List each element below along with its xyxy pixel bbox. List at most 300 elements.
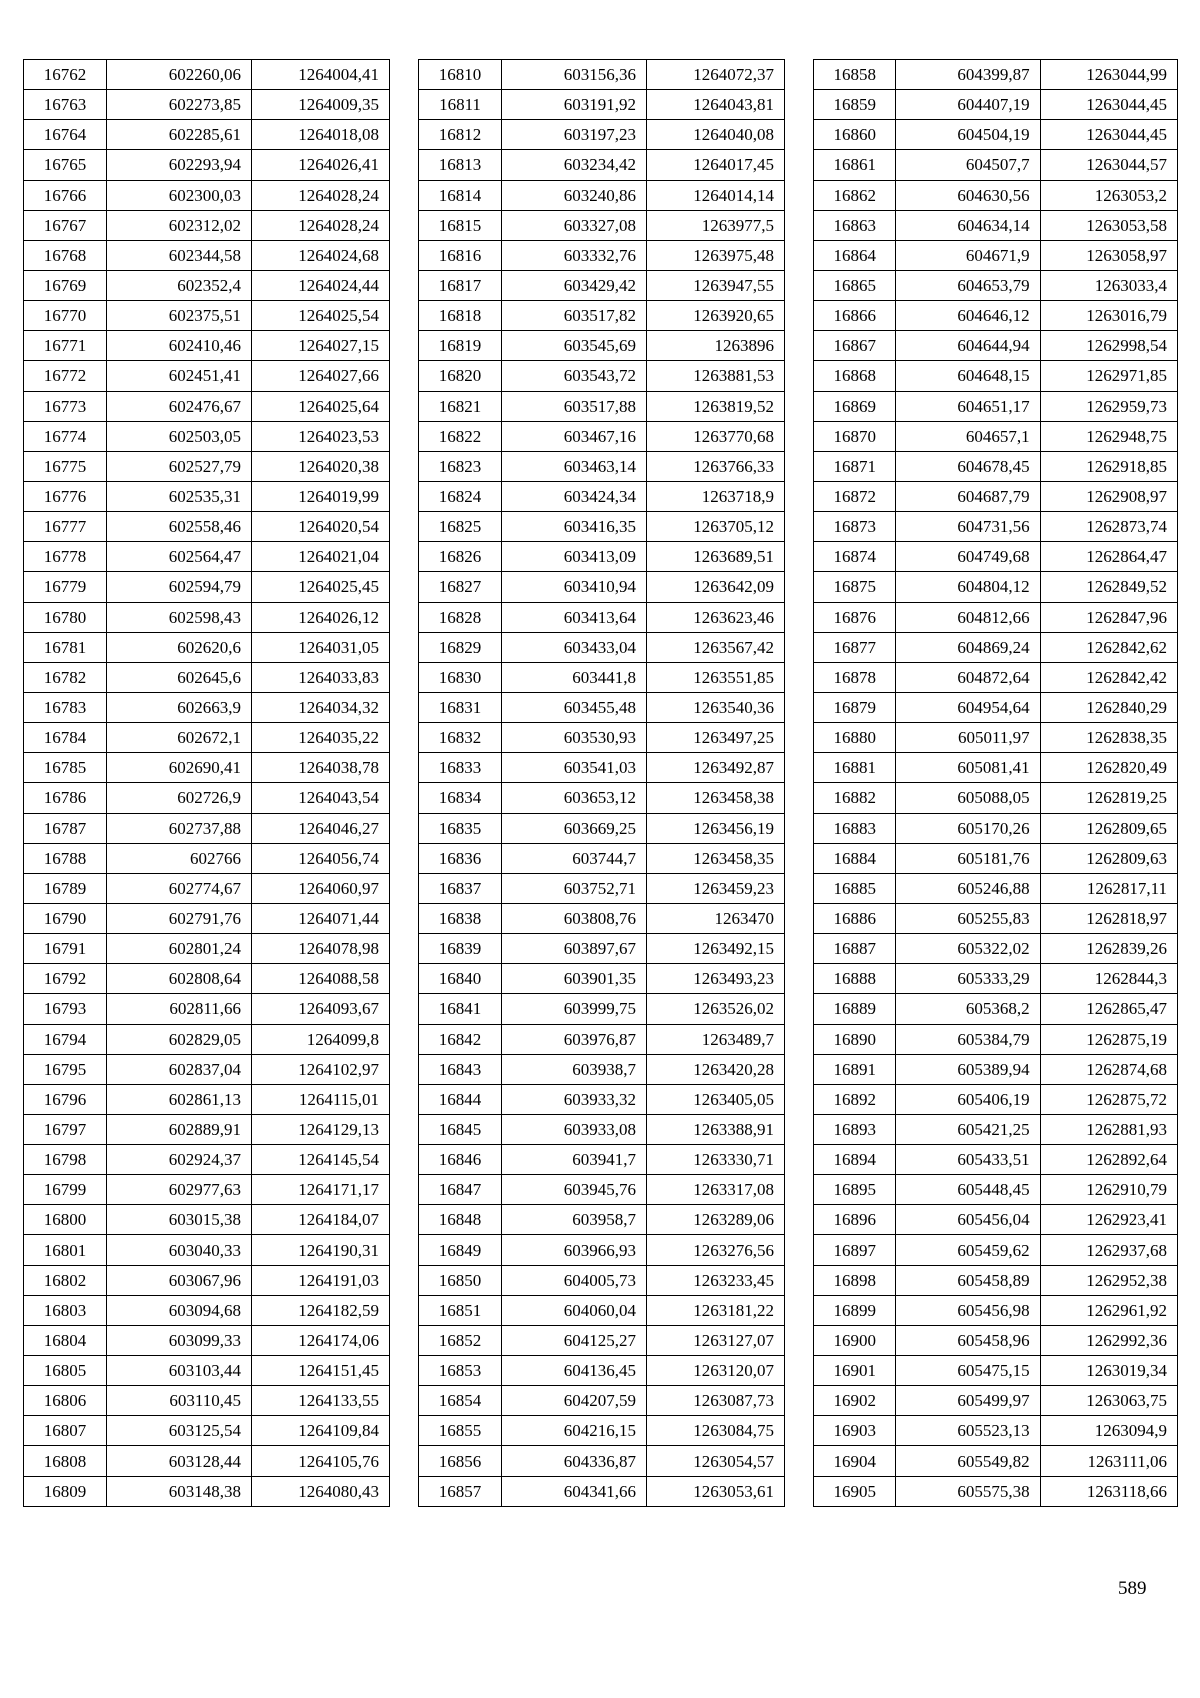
y-coordinate-cell: 1262952,38 bbox=[1040, 1265, 1177, 1295]
table-row bbox=[814, 1416, 1178, 1446]
y-coordinate-cell: 1263233,45 bbox=[647, 1265, 785, 1295]
table-row bbox=[419, 1265, 785, 1295]
y-coordinate-cell: 1262948,75 bbox=[1040, 421, 1177, 451]
y-coordinate-cell: 1263526,02 bbox=[647, 994, 785, 1024]
point-number-cell: 16853 bbox=[419, 1356, 502, 1386]
point-number-cell: 16833 bbox=[419, 753, 502, 783]
point-number-cell: 16824 bbox=[419, 481, 502, 511]
x-coordinate-cell: 604648,15 bbox=[896, 361, 1040, 391]
point-number-cell: 16804 bbox=[24, 1325, 107, 1355]
point-number-cell: 16881 bbox=[814, 753, 896, 783]
y-coordinate-cell: 1263689,51 bbox=[647, 542, 785, 572]
table-row bbox=[814, 1235, 1178, 1265]
table-row bbox=[814, 1205, 1178, 1235]
x-coordinate-cell: 605246,88 bbox=[896, 873, 1040, 903]
x-coordinate-cell: 602645,6 bbox=[107, 662, 252, 692]
table-row bbox=[24, 873, 390, 903]
table-row bbox=[24, 572, 390, 602]
table-row bbox=[814, 451, 1178, 481]
point-number-cell: 16886 bbox=[814, 903, 896, 933]
table-row bbox=[24, 1084, 390, 1114]
table-row bbox=[24, 1416, 390, 1446]
x-coordinate-cell: 603148,38 bbox=[107, 1476, 252, 1506]
point-number-cell: 16878 bbox=[814, 662, 896, 692]
y-coordinate-cell: 1263896 bbox=[647, 331, 785, 361]
table-row bbox=[814, 1476, 1178, 1506]
table-row bbox=[419, 391, 785, 421]
table-row bbox=[814, 873, 1178, 903]
point-number-cell: 16776 bbox=[24, 481, 107, 511]
point-number-cell: 16852 bbox=[419, 1325, 502, 1355]
y-coordinate-cell: 1264025,54 bbox=[252, 301, 390, 331]
table-row bbox=[24, 180, 390, 210]
x-coordinate-cell: 605322,02 bbox=[896, 934, 1040, 964]
x-coordinate-cell: 603433,04 bbox=[502, 632, 647, 662]
x-coordinate-cell: 604872,64 bbox=[896, 662, 1040, 692]
point-number-cell: 16777 bbox=[24, 512, 107, 542]
table-row bbox=[814, 331, 1178, 361]
x-coordinate-cell: 602924,37 bbox=[107, 1145, 252, 1175]
y-coordinate-cell: 1262881,93 bbox=[1040, 1114, 1177, 1144]
table-row bbox=[814, 1386, 1178, 1416]
y-coordinate-cell: 1263567,42 bbox=[647, 632, 785, 662]
table-row bbox=[419, 1175, 785, 1205]
x-coordinate-cell: 602811,66 bbox=[107, 994, 252, 1024]
point-number-cell: 16872 bbox=[814, 481, 896, 511]
y-coordinate-cell: 1263053,58 bbox=[1040, 210, 1177, 240]
table-row bbox=[419, 994, 785, 1024]
point-number-cell: 16903 bbox=[814, 1416, 896, 1446]
table-row bbox=[24, 964, 390, 994]
x-coordinate-cell: 602564,47 bbox=[107, 542, 252, 572]
table-row bbox=[814, 1446, 1178, 1476]
table-row bbox=[814, 662, 1178, 692]
x-coordinate-cell: 602726,9 bbox=[107, 783, 252, 813]
coordinate-table-2 bbox=[418, 59, 785, 1507]
table-row bbox=[24, 301, 390, 331]
x-coordinate-cell: 605458,89 bbox=[896, 1265, 1040, 1295]
point-number-cell: 16861 bbox=[814, 150, 896, 180]
table-row bbox=[419, 1084, 785, 1114]
table-row bbox=[814, 150, 1178, 180]
y-coordinate-cell: 1264028,24 bbox=[252, 180, 390, 210]
table-row bbox=[814, 1325, 1178, 1355]
x-coordinate-cell: 603099,33 bbox=[107, 1325, 252, 1355]
x-coordinate-cell: 603191,92 bbox=[502, 90, 647, 120]
point-number-cell: 16867 bbox=[814, 331, 896, 361]
point-number-cell: 16770 bbox=[24, 301, 107, 331]
point-number-cell: 16885 bbox=[814, 873, 896, 903]
point-number-cell: 16780 bbox=[24, 602, 107, 632]
x-coordinate-cell: 603653,12 bbox=[502, 783, 647, 813]
point-number-cell: 16900 bbox=[814, 1325, 896, 1355]
point-number-cell: 16887 bbox=[814, 934, 896, 964]
x-coordinate-cell: 603933,32 bbox=[502, 1084, 647, 1114]
y-coordinate-cell: 1263947,55 bbox=[647, 270, 785, 300]
point-number-cell: 16883 bbox=[814, 813, 896, 843]
table-row bbox=[419, 723, 785, 753]
x-coordinate-cell: 602774,67 bbox=[107, 873, 252, 903]
table-row bbox=[24, 1265, 390, 1295]
x-coordinate-cell: 603517,82 bbox=[502, 301, 647, 331]
table-row bbox=[419, 1416, 785, 1446]
point-number-cell: 16854 bbox=[419, 1386, 502, 1416]
point-number-cell: 16762 bbox=[24, 60, 107, 90]
point-number-cell: 16769 bbox=[24, 270, 107, 300]
table-row bbox=[419, 873, 785, 903]
y-coordinate-cell: 1262892,64 bbox=[1040, 1145, 1177, 1175]
y-coordinate-cell: 1263053,2 bbox=[1040, 180, 1177, 210]
x-coordinate-cell: 602312,02 bbox=[107, 210, 252, 240]
y-coordinate-cell: 1262961,92 bbox=[1040, 1295, 1177, 1325]
y-coordinate-cell: 1263819,52 bbox=[647, 391, 785, 421]
x-coordinate-cell: 602293,94 bbox=[107, 150, 252, 180]
point-number-cell: 16868 bbox=[814, 361, 896, 391]
y-coordinate-cell: 1263388,91 bbox=[647, 1114, 785, 1144]
point-number-cell: 16845 bbox=[419, 1114, 502, 1144]
x-coordinate-cell: 603110,45 bbox=[107, 1386, 252, 1416]
point-number-cell: 16802 bbox=[24, 1265, 107, 1295]
point-number-cell: 16865 bbox=[814, 270, 896, 300]
x-coordinate-cell: 603808,76 bbox=[502, 903, 647, 933]
y-coordinate-cell: 1264056,74 bbox=[252, 843, 390, 873]
point-number-cell: 16825 bbox=[419, 512, 502, 542]
point-number-cell: 16791 bbox=[24, 934, 107, 964]
table-row bbox=[24, 1205, 390, 1235]
table-row bbox=[24, 783, 390, 813]
point-number-cell: 16844 bbox=[419, 1084, 502, 1114]
point-number-cell: 16842 bbox=[419, 1024, 502, 1054]
y-coordinate-cell: 1264105,76 bbox=[252, 1446, 390, 1476]
table-row bbox=[814, 512, 1178, 542]
point-number-cell: 16823 bbox=[419, 451, 502, 481]
point-number-cell: 16899 bbox=[814, 1295, 896, 1325]
table-row bbox=[419, 783, 785, 813]
y-coordinate-cell: 1264078,98 bbox=[252, 934, 390, 964]
point-number-cell: 16888 bbox=[814, 964, 896, 994]
x-coordinate-cell: 605081,41 bbox=[896, 753, 1040, 783]
table-row bbox=[24, 1145, 390, 1175]
point-number-cell: 16773 bbox=[24, 391, 107, 421]
x-coordinate-cell: 603416,35 bbox=[502, 512, 647, 542]
point-number-cell: 16897 bbox=[814, 1235, 896, 1265]
table-row bbox=[419, 120, 785, 150]
table-row bbox=[419, 1325, 785, 1355]
x-coordinate-cell: 604136,45 bbox=[502, 1356, 647, 1386]
x-coordinate-cell: 602889,91 bbox=[107, 1114, 252, 1144]
table-row bbox=[419, 1114, 785, 1144]
x-coordinate-cell: 603938,7 bbox=[502, 1054, 647, 1084]
x-coordinate-cell: 605456,98 bbox=[896, 1295, 1040, 1325]
x-coordinate-cell: 602766 bbox=[107, 843, 252, 873]
y-coordinate-cell: 1264099,8 bbox=[252, 1024, 390, 1054]
x-coordinate-cell: 602352,4 bbox=[107, 270, 252, 300]
y-coordinate-cell: 1264021,04 bbox=[252, 542, 390, 572]
x-coordinate-cell: 602594,79 bbox=[107, 572, 252, 602]
x-coordinate-cell: 603541,03 bbox=[502, 753, 647, 783]
x-coordinate-cell: 603128,44 bbox=[107, 1446, 252, 1476]
table-row bbox=[24, 60, 390, 90]
point-number-cell: 16889 bbox=[814, 994, 896, 1024]
y-coordinate-cell: 1264129,13 bbox=[252, 1114, 390, 1144]
table-row bbox=[814, 964, 1178, 994]
x-coordinate-cell: 604687,79 bbox=[896, 481, 1040, 511]
coordinate-tables bbox=[23, 59, 1178, 1555]
y-coordinate-cell: 1264171,17 bbox=[252, 1175, 390, 1205]
y-coordinate-cell: 1262839,26 bbox=[1040, 934, 1177, 964]
point-number-cell: 16826 bbox=[419, 542, 502, 572]
x-coordinate-cell: 602663,9 bbox=[107, 692, 252, 722]
table-row bbox=[814, 90, 1178, 120]
table-row bbox=[419, 270, 785, 300]
y-coordinate-cell: 1263492,15 bbox=[647, 934, 785, 964]
x-coordinate-cell: 603103,44 bbox=[107, 1356, 252, 1386]
x-coordinate-cell: 602690,41 bbox=[107, 753, 252, 783]
point-number-cell: 16809 bbox=[24, 1476, 107, 1506]
x-coordinate-cell: 603933,08 bbox=[502, 1114, 647, 1144]
x-coordinate-cell: 602977,63 bbox=[107, 1175, 252, 1205]
x-coordinate-cell: 604657,1 bbox=[896, 421, 1040, 451]
table-row bbox=[24, 994, 390, 1024]
point-number-cell: 16880 bbox=[814, 723, 896, 753]
point-number-cell: 16782 bbox=[24, 662, 107, 692]
point-number-cell: 16803 bbox=[24, 1295, 107, 1325]
table-row bbox=[419, 602, 785, 632]
point-number-cell: 16863 bbox=[814, 210, 896, 240]
point-number-cell: 16774 bbox=[24, 421, 107, 451]
y-coordinate-cell: 1263770,68 bbox=[647, 421, 785, 451]
y-coordinate-cell: 1263458,35 bbox=[647, 843, 785, 873]
y-coordinate-cell: 1263705,12 bbox=[647, 512, 785, 542]
table-row bbox=[24, 1325, 390, 1355]
y-coordinate-cell: 1264190,31 bbox=[252, 1235, 390, 1265]
y-coordinate-cell: 1263044,45 bbox=[1040, 120, 1177, 150]
y-coordinate-cell: 1264102,97 bbox=[252, 1054, 390, 1084]
x-coordinate-cell: 603413,09 bbox=[502, 542, 647, 572]
point-number-cell: 16857 bbox=[419, 1476, 502, 1506]
y-coordinate-cell: 1263977,5 bbox=[647, 210, 785, 240]
x-coordinate-cell: 602829,05 bbox=[107, 1024, 252, 1054]
point-number-cell: 16870 bbox=[814, 421, 896, 451]
y-coordinate-cell: 1264027,15 bbox=[252, 331, 390, 361]
table-row bbox=[419, 753, 785, 783]
table-row bbox=[814, 361, 1178, 391]
point-number-cell: 16792 bbox=[24, 964, 107, 994]
point-number-cell: 16799 bbox=[24, 1175, 107, 1205]
y-coordinate-cell: 1263044,99 bbox=[1040, 60, 1177, 90]
point-number-cell: 16819 bbox=[419, 331, 502, 361]
y-coordinate-cell: 1263054,57 bbox=[647, 1446, 785, 1476]
point-number-cell: 16788 bbox=[24, 843, 107, 873]
point-number-cell: 16860 bbox=[814, 120, 896, 150]
y-coordinate-cell: 1263019,34 bbox=[1040, 1356, 1177, 1386]
table-row bbox=[24, 1476, 390, 1506]
y-coordinate-cell: 1262847,96 bbox=[1040, 602, 1177, 632]
point-number-cell: 16849 bbox=[419, 1235, 502, 1265]
x-coordinate-cell: 602808,64 bbox=[107, 964, 252, 994]
point-number-cell: 16786 bbox=[24, 783, 107, 813]
y-coordinate-cell: 1262842,42 bbox=[1040, 662, 1177, 692]
y-coordinate-cell: 1264034,32 bbox=[252, 692, 390, 722]
y-coordinate-cell: 1262874,68 bbox=[1040, 1054, 1177, 1084]
y-coordinate-cell: 1262873,74 bbox=[1040, 512, 1177, 542]
x-coordinate-cell: 603413,64 bbox=[502, 602, 647, 632]
table-row bbox=[419, 632, 785, 662]
x-coordinate-cell: 605011,97 bbox=[896, 723, 1040, 753]
point-number-cell: 16801 bbox=[24, 1235, 107, 1265]
x-coordinate-cell: 604644,94 bbox=[896, 331, 1040, 361]
point-number-cell: 16772 bbox=[24, 361, 107, 391]
y-coordinate-cell: 1264031,05 bbox=[252, 632, 390, 662]
y-coordinate-cell: 1263087,73 bbox=[647, 1386, 785, 1416]
table-row bbox=[24, 1024, 390, 1054]
point-number-cell: 16794 bbox=[24, 1024, 107, 1054]
y-coordinate-cell: 1262819,25 bbox=[1040, 783, 1177, 813]
x-coordinate-cell: 605389,94 bbox=[896, 1054, 1040, 1084]
x-coordinate-cell: 602598,43 bbox=[107, 602, 252, 632]
x-coordinate-cell: 603441,8 bbox=[502, 662, 647, 692]
table-row bbox=[24, 843, 390, 873]
x-coordinate-cell: 603125,54 bbox=[107, 1416, 252, 1446]
table-row bbox=[814, 1054, 1178, 1084]
point-number-cell: 16763 bbox=[24, 90, 107, 120]
x-coordinate-cell: 603517,88 bbox=[502, 391, 647, 421]
point-number-cell: 16787 bbox=[24, 813, 107, 843]
table-row bbox=[419, 1356, 785, 1386]
point-number-cell: 16807 bbox=[24, 1416, 107, 1446]
table-row bbox=[419, 903, 785, 933]
x-coordinate-cell: 602791,76 bbox=[107, 903, 252, 933]
table-row bbox=[24, 240, 390, 270]
x-coordinate-cell: 604125,27 bbox=[502, 1325, 647, 1355]
y-coordinate-cell: 1264038,78 bbox=[252, 753, 390, 783]
x-coordinate-cell: 605549,82 bbox=[896, 1446, 1040, 1476]
point-number-cell: 16891 bbox=[814, 1054, 896, 1084]
x-coordinate-cell: 604216,15 bbox=[502, 1416, 647, 1446]
point-number-cell: 16785 bbox=[24, 753, 107, 783]
y-coordinate-cell: 1263044,57 bbox=[1040, 150, 1177, 180]
table-row bbox=[814, 692, 1178, 722]
point-number-cell: 16855 bbox=[419, 1416, 502, 1446]
table-row bbox=[814, 1145, 1178, 1175]
y-coordinate-cell: 1264191,03 bbox=[252, 1265, 390, 1295]
y-coordinate-cell: 1263492,87 bbox=[647, 753, 785, 783]
y-coordinate-cell: 1263289,06 bbox=[647, 1205, 785, 1235]
table-row bbox=[814, 602, 1178, 632]
point-number-cell: 16847 bbox=[419, 1175, 502, 1205]
y-coordinate-cell: 1262959,73 bbox=[1040, 391, 1177, 421]
x-coordinate-cell: 603197,23 bbox=[502, 120, 647, 150]
x-coordinate-cell: 603966,93 bbox=[502, 1235, 647, 1265]
y-coordinate-cell: 1262875,19 bbox=[1040, 1024, 1177, 1054]
y-coordinate-cell: 1262864,47 bbox=[1040, 542, 1177, 572]
y-coordinate-cell: 1264024,68 bbox=[252, 240, 390, 270]
point-number-cell: 16768 bbox=[24, 240, 107, 270]
y-coordinate-cell: 1264028,24 bbox=[252, 210, 390, 240]
table-row bbox=[814, 421, 1178, 451]
x-coordinate-cell: 605406,19 bbox=[896, 1084, 1040, 1114]
y-coordinate-cell: 1262908,97 bbox=[1040, 481, 1177, 511]
y-coordinate-cell: 1264109,84 bbox=[252, 1416, 390, 1446]
y-coordinate-cell: 1262998,54 bbox=[1040, 331, 1177, 361]
point-number-cell: 16875 bbox=[814, 572, 896, 602]
table-row bbox=[419, 1446, 785, 1476]
x-coordinate-cell: 603467,16 bbox=[502, 421, 647, 451]
table-row bbox=[814, 1295, 1178, 1325]
x-coordinate-cell: 605458,96 bbox=[896, 1325, 1040, 1355]
x-coordinate-cell: 602260,06 bbox=[107, 60, 252, 90]
x-coordinate-cell: 605448,45 bbox=[896, 1175, 1040, 1205]
table-row bbox=[24, 632, 390, 662]
y-coordinate-cell: 1263127,07 bbox=[647, 1325, 785, 1355]
point-number-cell: 16871 bbox=[814, 451, 896, 481]
table-row bbox=[814, 1024, 1178, 1054]
table-row bbox=[24, 813, 390, 843]
table-row bbox=[24, 753, 390, 783]
table-row bbox=[419, 150, 785, 180]
x-coordinate-cell: 605088,05 bbox=[896, 783, 1040, 813]
table-row bbox=[814, 391, 1178, 421]
table-row bbox=[24, 331, 390, 361]
table-row bbox=[24, 602, 390, 632]
x-coordinate-cell: 602837,04 bbox=[107, 1054, 252, 1084]
point-number-cell: 16838 bbox=[419, 903, 502, 933]
y-coordinate-cell: 1264115,01 bbox=[252, 1084, 390, 1114]
x-coordinate-cell: 604651,17 bbox=[896, 391, 1040, 421]
y-coordinate-cell: 1264004,41 bbox=[252, 60, 390, 90]
point-number-cell: 16905 bbox=[814, 1476, 896, 1506]
point-number-cell: 16890 bbox=[814, 1024, 896, 1054]
table-row bbox=[814, 542, 1178, 572]
table-row bbox=[24, 90, 390, 120]
x-coordinate-cell: 602861,13 bbox=[107, 1084, 252, 1114]
y-coordinate-cell: 1264025,64 bbox=[252, 391, 390, 421]
table-row bbox=[419, 542, 785, 572]
x-coordinate-cell: 605475,15 bbox=[896, 1356, 1040, 1386]
table-row bbox=[24, 1235, 390, 1265]
x-coordinate-cell: 603015,38 bbox=[107, 1205, 252, 1235]
point-number-cell: 16806 bbox=[24, 1386, 107, 1416]
y-coordinate-cell: 1264080,43 bbox=[252, 1476, 390, 1506]
table-row bbox=[814, 1356, 1178, 1386]
page-number: 589 bbox=[1118, 1578, 1147, 1599]
y-coordinate-cell: 1263405,05 bbox=[647, 1084, 785, 1114]
table-row bbox=[24, 542, 390, 572]
y-coordinate-cell: 1264040,08 bbox=[647, 120, 785, 150]
x-coordinate-cell: 605368,2 bbox=[896, 994, 1040, 1024]
x-coordinate-cell: 603999,75 bbox=[502, 994, 647, 1024]
table-row bbox=[24, 391, 390, 421]
table-row bbox=[419, 1235, 785, 1265]
table-row bbox=[419, 964, 785, 994]
point-number-cell: 16836 bbox=[419, 843, 502, 873]
table-row bbox=[814, 1175, 1178, 1205]
point-number-cell: 16895 bbox=[814, 1175, 896, 1205]
point-number-cell: 16856 bbox=[419, 1446, 502, 1476]
table-row bbox=[419, 813, 785, 843]
y-coordinate-cell: 1263120,07 bbox=[647, 1356, 785, 1386]
x-coordinate-cell: 602801,24 bbox=[107, 934, 252, 964]
point-number-cell: 16815 bbox=[419, 210, 502, 240]
table-row bbox=[24, 662, 390, 692]
y-coordinate-cell: 1264025,45 bbox=[252, 572, 390, 602]
x-coordinate-cell: 604407,19 bbox=[896, 90, 1040, 120]
point-number-cell: 16812 bbox=[419, 120, 502, 150]
y-coordinate-cell: 1262992,36 bbox=[1040, 1325, 1177, 1355]
point-number-cell: 16834 bbox=[419, 783, 502, 813]
y-coordinate-cell: 1263718,9 bbox=[647, 481, 785, 511]
y-coordinate-cell: 1264071,44 bbox=[252, 903, 390, 933]
